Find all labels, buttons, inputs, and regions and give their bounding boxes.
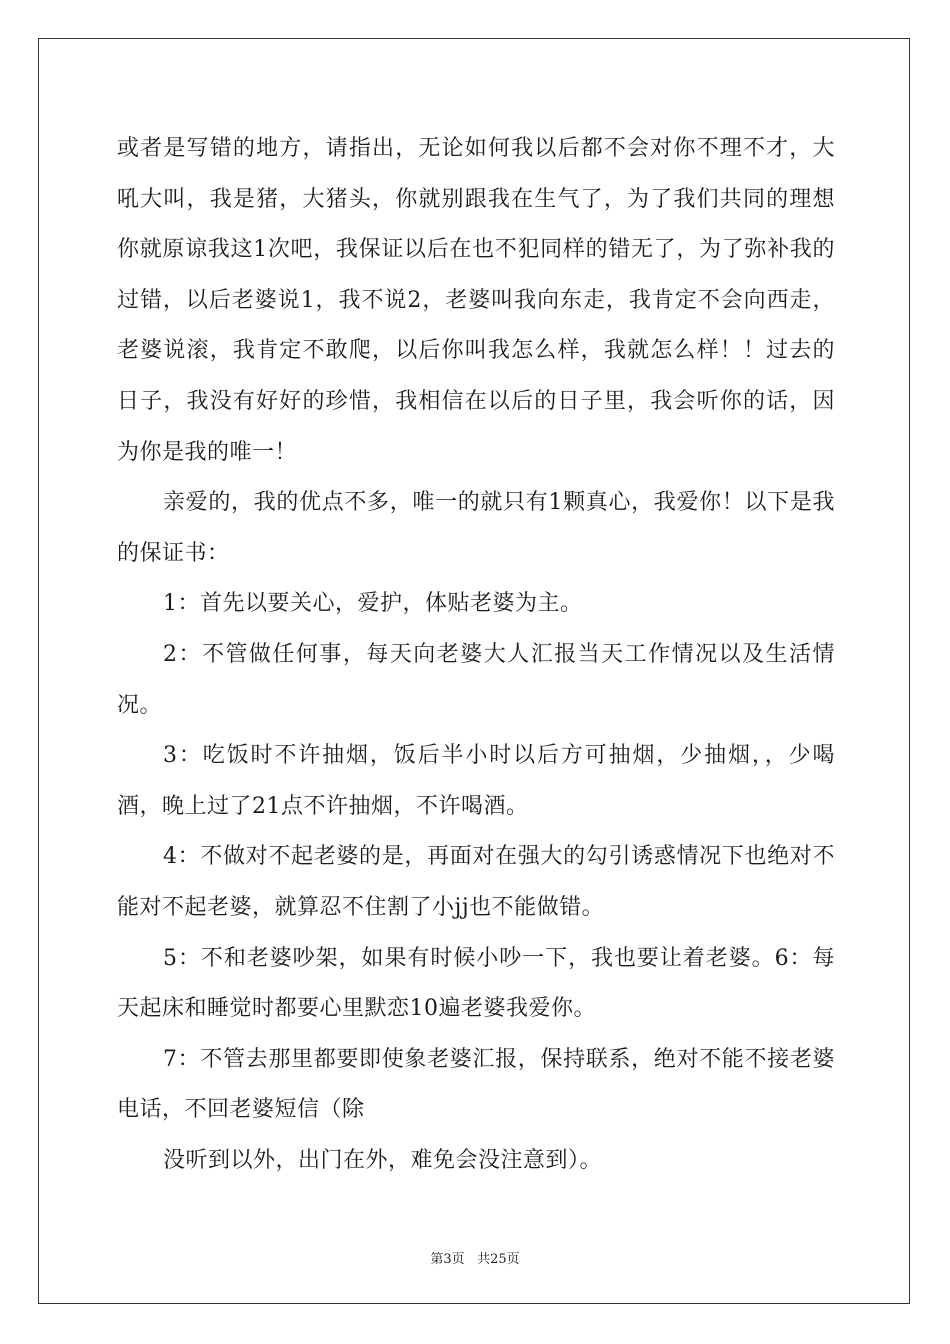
paragraph-8: 7：不管去那里都要即使象老婆汇报，保持联系，绝对不能不接老婆电话，不回老婆短信（除: [117, 1046, 835, 1123]
page-total: 共25页: [477, 1252, 520, 1267]
document-body: [117, 124, 835, 1186]
paragraph-7: 5：不和老婆吵架，如果有时候小吵一下，我也要让着老婆。6：每天起床和睡觉时都要心里默恋10遍老婆我爱你。: [117, 945, 835, 1022]
paragraph-1: 或者是写错的地方，请指出，无论如何我以后都不会对你不理不才，大吼大叫，我是猪，大猪头，你就别跟我在生气了，为了我们共同的理想你就原谅我这1次吧，我保证以后在也不犯同样的错无了，为了弥补我的过错，以后老婆说1，我不说2，老婆叫我向东走，我肯定不会向西走，老婆说滚，我肯定不敢爬，以后你叫我怎么样，我就怎么样！！过去的日子，我没有好好的珍惜，我相信在以后的日子里，我会听你的话，因为你是我的唯一！: [117, 136, 835, 465]
paragraph-6: 4：不做对不起老婆的是，再面对在强大的勾引诱惑情况下也绝对不能对不起老婆，就算忍不住割了小jj也不能做错。: [117, 844, 835, 920]
page-number: 第3页: [430, 1252, 465, 1267]
paragraph-5: 3：吃饭时不许抽烟，饭后半小时以后方可抽烟，少抽烟，，少喝酒，晚上过了21点不许抽烟，不许喝酒。: [117, 743, 835, 819]
paragraph-4: 2：不管做任何事，每天向老婆大人汇报当天工作情况以及生活情况。: [117, 641, 835, 718]
paragraph-2: 亲爱的，我的优点不多，唯一的就只有1颗真心，我爱你！以下是我的保证书：: [117, 490, 835, 566]
page-footer: [0, 1248, 950, 1267]
paragraph-9: 没听到以外，出门在外，难免会没注意到）。: [163, 1147, 603, 1173]
paragraph-3: 1：首先以要关心，爱护，体贴老婆为主。: [163, 591, 583, 617]
